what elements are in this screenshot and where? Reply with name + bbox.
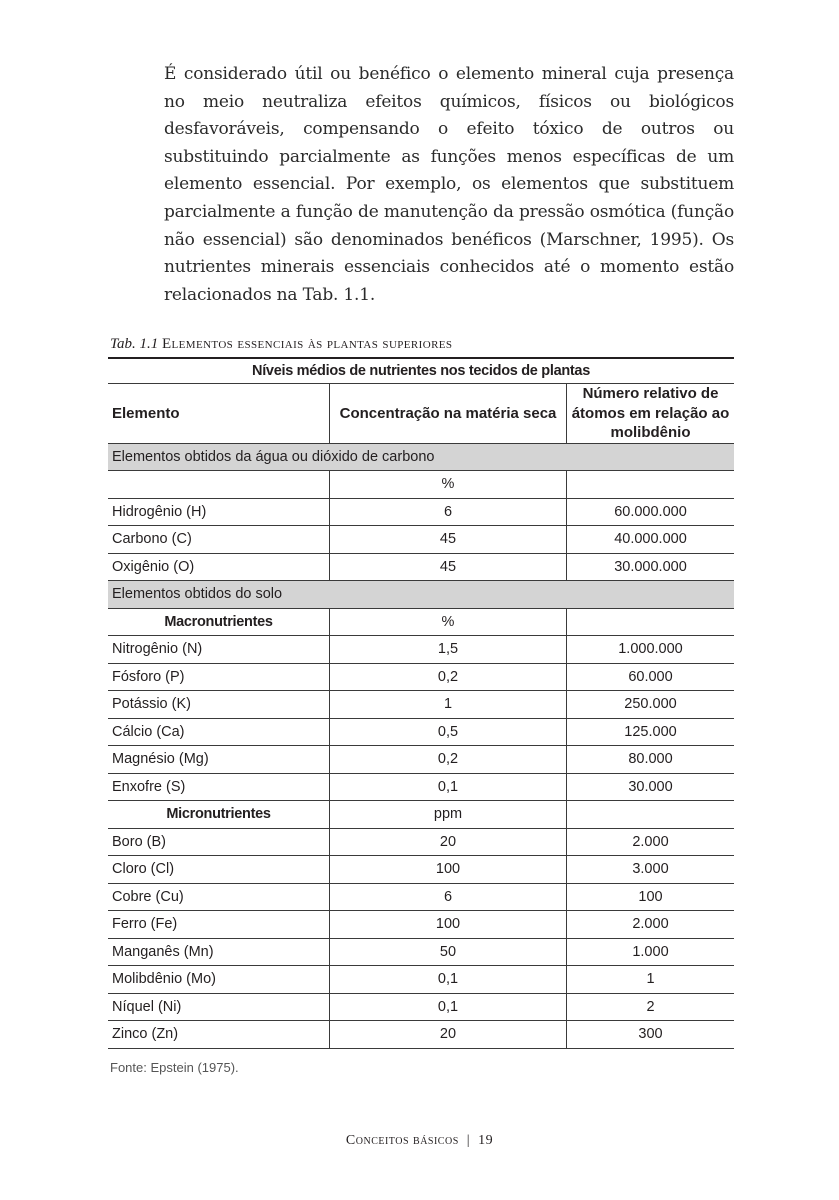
table-title: Elementos essenciais às plantas superiores bbox=[161, 336, 453, 352]
table-row: Nitrogênio (N) 1,5 1.000.000 bbox=[108, 636, 734, 664]
table-source: Fonte: Epstein (1975). bbox=[110, 1060, 239, 1075]
header-relative-atoms: Número relativo de átomos em relação ao molibdênio bbox=[567, 384, 735, 444]
table-row: Hidrogênio (H) 6 60.000.000 bbox=[108, 498, 734, 526]
table-superheader: Níveis médios de nutrientes nos tecidos de plantas bbox=[108, 358, 734, 384]
body-paragraph: É considerado útil ou benéfico o elemento mineral cuja presença no meio neutraliza efeitos químicos, físicos ou biológicos desfavoráveis, compensando o efeito tóxico de outros ou substituindo parcialmente as funções menos específicas de um elemento essencial. Por exemplo, os elementos que substituem parcialmente a função de manutenção da pressão osmótica (função não essencial) são denominados benéficos (Marschner, 1995). Os nutrientes minerais essenciais conhecidos até o momento estão relacionados na Tab. 1.1. bbox=[164, 64, 734, 305]
footer-separator: | bbox=[466, 1133, 471, 1148]
table-row: Potássio (K) 1 250.000 bbox=[108, 691, 734, 719]
table-row: Carbono (C) 45 40.000.000 bbox=[108, 526, 734, 554]
table-row: Oxigênio (O) 45 30.000.000 bbox=[108, 553, 734, 581]
table-row: Zinco (Zn) 20 300 bbox=[108, 1021, 734, 1049]
page-number: 19 bbox=[478, 1133, 494, 1148]
table-row: Cloro (Cl) 100 3.000 bbox=[108, 856, 734, 884]
table-caption bbox=[110, 336, 734, 353]
table-row: Boro (B) 20 2.000 bbox=[108, 828, 734, 856]
nutrients-table bbox=[108, 357, 734, 1049]
table-row: Cobre (Cu) 6 100 bbox=[108, 883, 734, 911]
table-row: Manganês (Mn) 50 1.000 bbox=[108, 938, 734, 966]
subheader-row-micronutrients: Micronutrientes ppm bbox=[108, 801, 734, 829]
table-row: Molibdênio (Mo) 0,1 1 bbox=[108, 966, 734, 994]
table-row: Níquel (Ni) 0,1 2 bbox=[108, 993, 734, 1021]
header-element: Elemento bbox=[108, 384, 330, 444]
group-row-water-co2: Elementos obtidos da água ou dióxido de carbono bbox=[108, 443, 734, 471]
table-row: Ferro (Fe) 100 2.000 bbox=[108, 911, 734, 939]
table-row: Cálcio (Ca) 0,5 125.000 bbox=[108, 718, 734, 746]
table-row: Enxofre (S) 0,1 30.000 bbox=[108, 773, 734, 801]
table-row: Fósforo (P) 0,2 60.000 bbox=[108, 663, 734, 691]
group-row-soil: Elementos obtidos do solo bbox=[108, 581, 734, 609]
page-footer bbox=[0, 1133, 839, 1149]
header-concentration: Concentração na matéria seca bbox=[330, 384, 567, 444]
unit-row: % bbox=[108, 471, 734, 499]
subheader-row-macronutrients: Macronutrientes % bbox=[108, 608, 734, 636]
header-row bbox=[108, 384, 734, 444]
table-label: Tab. 1.1 bbox=[110, 336, 159, 352]
footer-section-title: Conceitos básicos bbox=[345, 1133, 459, 1148]
table-row: Magnésio (Mg) 0,2 80.000 bbox=[108, 746, 734, 774]
